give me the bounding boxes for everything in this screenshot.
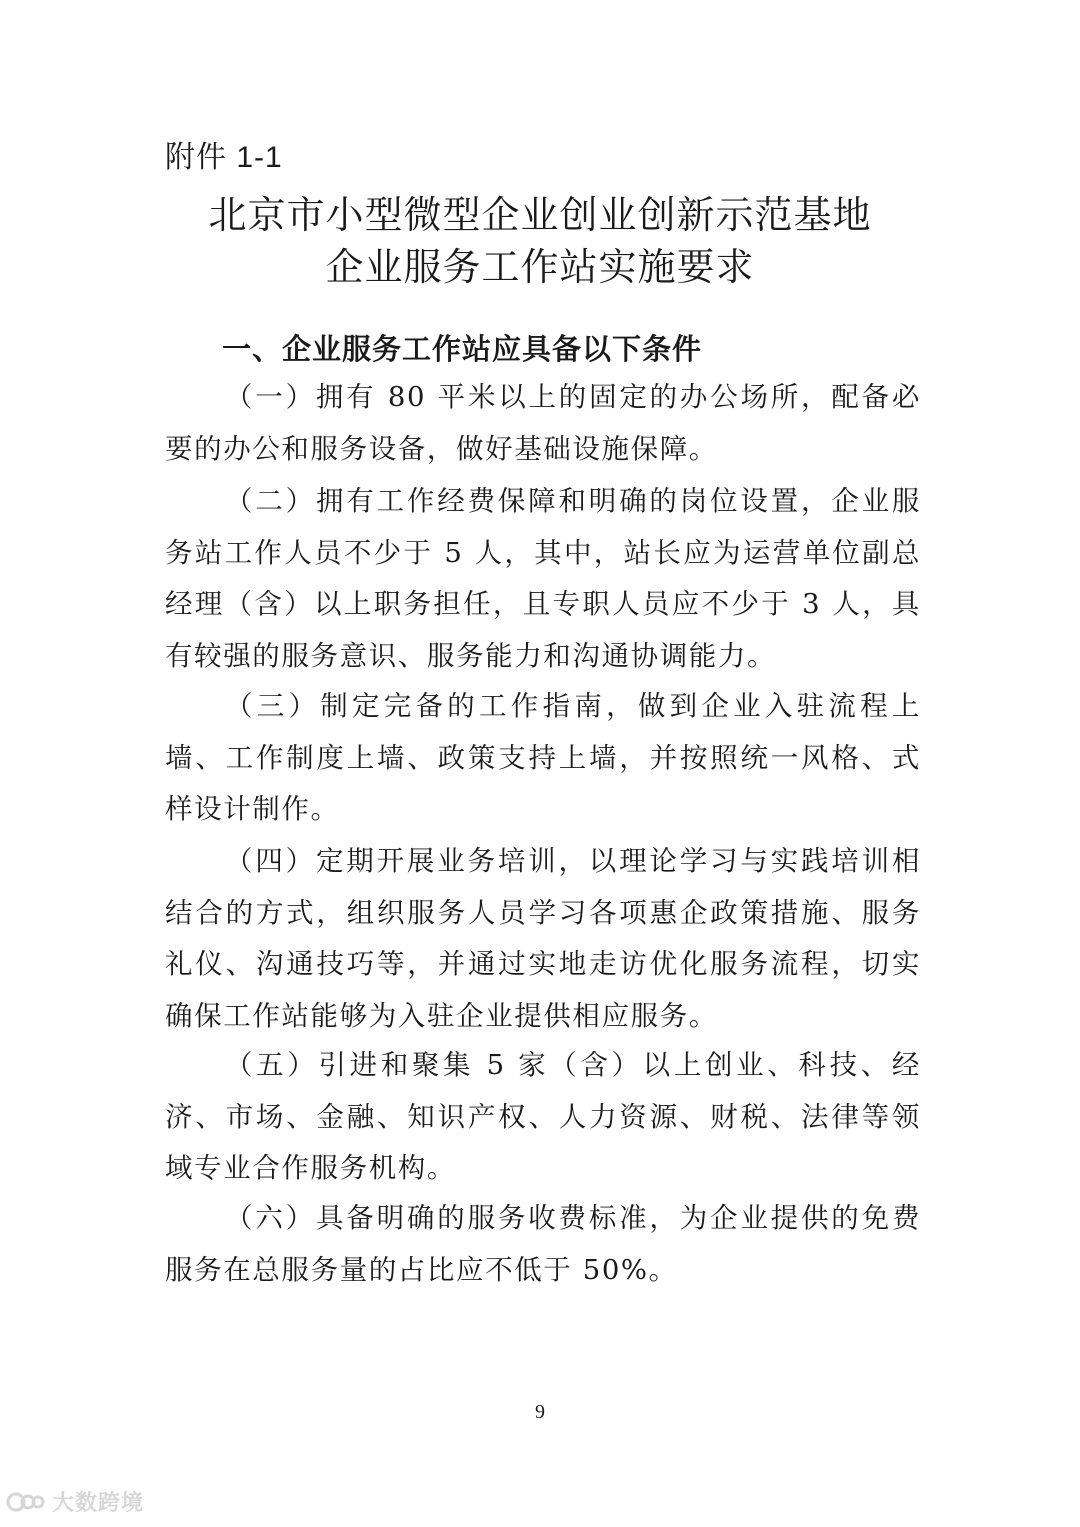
watermark-text: 大数跨境 xyxy=(52,1491,145,1516)
paragraph-2: （二）拥有工作经费保障和明确的岗位设置，企业服务站工作人员不少于 5 人，其中，站长应为运营单位副总经理（含）以上职务担任，且专职人员应不少于 3 人，具有较强的服务意识、服务能力和沟通协调能力。 xyxy=(165,485,921,672)
paragraph-6: （六）具备明确的服务收费标准，为企业提供的免费服务在总服务量的占比应不低于 50%。 xyxy=(165,1202,921,1286)
attachment-label: 附件 1-1 xyxy=(165,141,283,174)
document-title-line-2: 企业服务工作站实施要求 xyxy=(325,245,755,289)
page-number: 9 xyxy=(535,1401,545,1423)
paragraph-4: （四）定期开展业务培训，以理论学习与实践培训相结合的方式，组织服务人员学习各项惠企政策措施、服务礼仪、沟通技巧等，并通过实地走访优化服务流程，切实确保工作站能够为入驻企业提供相应服务。 xyxy=(165,845,921,1032)
brand-logo-icon xyxy=(6,1488,46,1516)
paragraph-5: （五）引进和聚集 5 家（含）以上创业、科技、经济、市场、金融、知识产权、人力资源、财税、法律等领域专业合作服务机构。 xyxy=(165,1049,921,1184)
paragraph-3: （三）制定完备的工作指南，做到企业入驻流程上墙、工作制度上墙、政策支持上墙，并按照统一风格、式样设计制作。 xyxy=(165,690,921,825)
section-heading: 一、企业服务工作站应具备以下条件 xyxy=(222,332,703,366)
document-title-line-1: 北京市小型微型企业创业创新示范基地 xyxy=(208,193,872,237)
paragraph-1: （一）拥有 80 平米以上的固定的办公场所，配备必要的办公和服务设备，做好基础设施保障。 xyxy=(165,381,921,465)
watermark xyxy=(6,1486,144,1517)
